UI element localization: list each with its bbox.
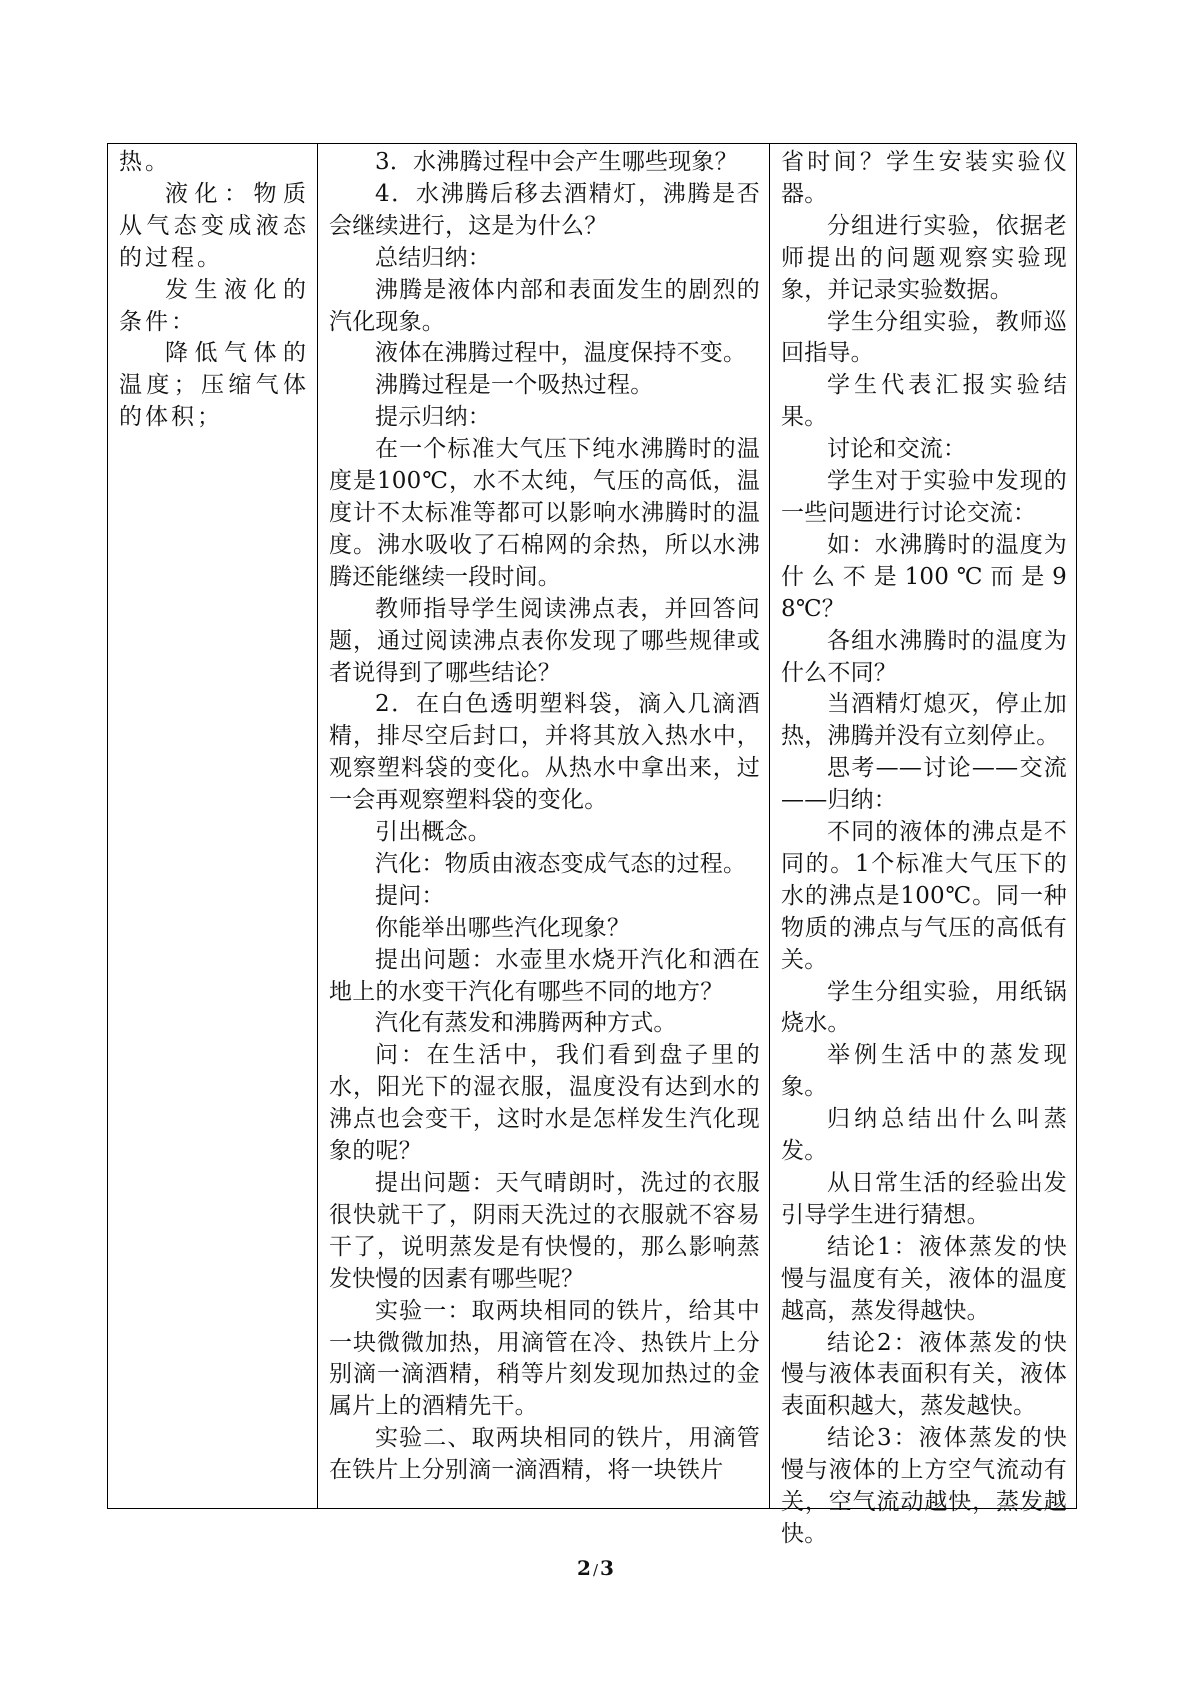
paragraph: 热。 (119, 149, 171, 175)
paragraph: 从日常生活的经验出发引导学生进行猜想。 (781, 1170, 1067, 1228)
paragraph: 各组水沸腾时的温度为什么不同？ (781, 627, 1067, 686)
paragraph: 提出问题：水壶里水烧开汽化和洒在地上的水变干汽化有哪些不同的地方？ (329, 946, 760, 1005)
paragraph: 学生代表汇报实验结果。 (781, 372, 1067, 431)
paragraph: 讨论和交流： (827, 436, 967, 463)
paragraph: 3．水沸腾过程中会产生哪些现象？ (375, 149, 738, 175)
paragraph: 思考——讨论——交流——归纳： (781, 755, 1067, 814)
paragraph: 液体在沸腾过程中，温度保持不变。 (375, 340, 747, 367)
paragraph: 汽化：物质由液态变成气态的过程。 (375, 850, 747, 877)
paragraph: 沸腾是液体内部和表面发生的剧烈的汽化现象。 (329, 276, 760, 335)
paragraph: 归纳总结出什么叫蒸发。 (781, 1106, 1067, 1165)
paragraph: 沸腾过程是一个吸热过程。 (375, 372, 654, 399)
paragraph: 实验一：取两块相同的铁片，给其中一块微微加热，用滴管在冷、热铁片上分别滴一滴酒精，稍等片刻发现加热过的金属片上的酒精先干。 (329, 1297, 760, 1420)
page-total: 3 (600, 1556, 614, 1580)
paragraph: 学生分组实验，教师巡回指导。 (781, 308, 1067, 367)
paragraph: 你能举出哪些汽化现象？ (375, 914, 631, 941)
paragraph: 提问： (375, 882, 445, 909)
paragraph: 实验二、取两块相同的铁片，用滴管在铁片上分别滴一滴酒精，将一块铁片 (329, 1425, 760, 1484)
concept-column (108, 144, 318, 1508)
paragraph: 4．水沸腾后移去酒精灯，沸腾是否会继续进行，这是为什么？ (329, 180, 760, 239)
paragraph: 提出问题：天气晴朗时，洗过的衣服很快就干了，阴雨天洗过的衣服就不容易干了，说明蒸发是有快慢的，那么影响蒸发快慢的因素有哪些呢？ (329, 1170, 760, 1292)
paragraph: 省时间？学生安装实验仪器。 (781, 149, 1067, 207)
paragraph: 举例生活中的蒸发现象。 (781, 1042, 1067, 1101)
paragraph: 学生对于实验中发现的一些问题进行讨论交流： (781, 468, 1067, 526)
paragraph: 结论1：液体蒸发的快慢与温度有关，液体的温度越高，蒸发得越快。 (781, 1233, 1067, 1324)
lesson-table (107, 143, 1077, 1547)
paragraph: 汽化有蒸发和沸腾两种方式。 (375, 1010, 677, 1037)
paragraph: 当酒精灯熄灭，停止加热，沸腾并没有立刻停止。 (781, 691, 1067, 750)
paragraph: 提示归纳： (375, 404, 491, 431)
paragraph: 教师指导学生阅读沸点表，并回答问题，通过阅读沸点表你发现了哪些规律或者说得到了哪些结论？ (329, 595, 760, 686)
paragraph: 降低气体的温度；压缩气体的体积； (119, 340, 309, 431)
paragraph: 如：水沸腾时的温度为什么不是100℃而是98℃？ (781, 531, 1067, 622)
paragraph: 结论3：液体蒸发的快慢与液体的上方空气流动有关，空气流动越快，蒸发越快。 (781, 1425, 1067, 1547)
page-current: 2 (577, 1556, 591, 1580)
paragraph: 2．在白色透明塑料袋，滴入几滴酒精，排尽空后封口，并将其放入热水中，观察塑料袋的变化。从热水中拿出来，过一会再观察塑料袋的变化。 (329, 691, 760, 814)
paragraph: 在一个标准大气压下纯水沸腾时的温度是100℃，水不太纯，气压的高低，温度计不太标准等都可以影响水沸腾时的温度。沸水吸收了石棉网的余热，所以水沸腾还能继续一段时间。 (329, 436, 760, 590)
paragraph: 发生液化的条件： (119, 276, 309, 335)
paragraph: 分组进行实验，依据老师提出的问题观察实验现象，并记录实验数据。 (781, 212, 1067, 303)
paragraph: 总结归纳： (375, 244, 491, 271)
paragraph: 不同的液体的沸点是不同的。1个标准大气压下的水的沸点是100℃。同一种物质的沸点与气压的高低有关。 (781, 819, 1067, 973)
teacher-activity-column (318, 144, 770, 1508)
page-separator: / (592, 1561, 599, 1579)
page-number (0, 1556, 1191, 1580)
paragraph: 学生分组实验，用纸锅烧水。 (781, 978, 1067, 1037)
paragraph: 问：在生活中，我们看到盘子里的水，阳光下的湿衣服，温度没有达到水的沸点也会变干，这时水是怎样发生汽化现象的呢？ (329, 1042, 760, 1165)
paragraph: 引出概念。 (375, 819, 491, 846)
paragraph: 液化：物质从气态变成液态的过程。 (119, 180, 309, 271)
paragraph: 结论2：液体蒸发的快慢与液体表面积有关，液体表面积越大，蒸发越快。 (781, 1329, 1067, 1420)
student-activity-column (770, 144, 1076, 1547)
